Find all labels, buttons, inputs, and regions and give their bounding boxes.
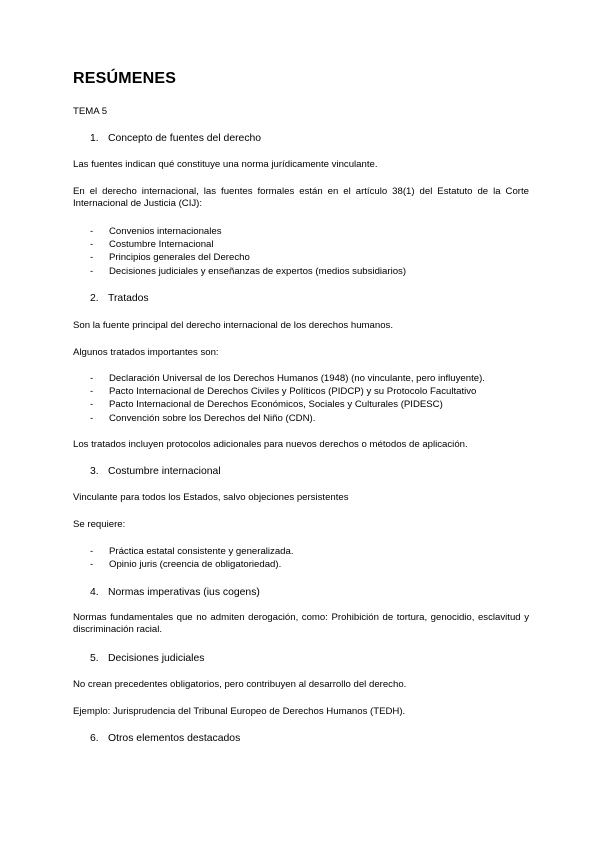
section-heading-text: Concepto de fuentes del derecho	[108, 133, 262, 144]
topic-label: TEMA 5	[73, 106, 108, 117]
bullet-dash: -	[90, 412, 94, 424]
sources-list	[90, 226, 406, 279]
section-heading-3	[90, 465, 221, 478]
section-number: 3.	[90, 466, 99, 477]
requirements-list	[90, 546, 294, 572]
bullet-dash: -	[90, 265, 94, 277]
bullet-dash: -	[90, 546, 94, 557]
list-item	[90, 546, 294, 559]
list-item-text: Convenios internacionales	[109, 226, 222, 237]
list-item	[90, 386, 485, 399]
bullet-dash: -	[90, 386, 94, 398]
list-item-text: Costumbre Internacional	[109, 239, 214, 251]
list-item-text: Decisiones judiciales y enseñanzas de expertos (medios subsidiarios)	[109, 265, 407, 277]
list-item	[90, 239, 406, 252]
section-number: 2.	[90, 293, 99, 304]
paragraph: Se requiere:	[73, 519, 126, 530]
paragraph: Los tratados incluyen protocolos adicionales para nuevos derechos o métodos de aplicación.	[73, 439, 468, 450]
document-title: RESÚMENES	[73, 70, 177, 87]
list-item-text: Convención sobre los Derechos del Niño (CDN).	[109, 412, 316, 424]
treaties-list	[90, 373, 485, 426]
section-heading-6	[90, 732, 240, 745]
list-item	[90, 559, 294, 572]
section-heading-text: Costumbre internacional	[108, 466, 221, 477]
section-number: 4.	[90, 587, 99, 598]
section-heading-text: Otros elementos destacados	[108, 733, 241, 744]
section-heading-text: Tratados	[108, 293, 149, 304]
list-item-text: Opinio juris (creencia de obligatoriedad).	[109, 559, 282, 571]
list-item-text: Práctica estatal consistente y generalizada.	[109, 546, 294, 557]
paragraph: No crean precedentes obligatorios, pero contribuyen al desarrollo del derecho.	[73, 679, 407, 690]
list-item-text: Principios generales del Derecho	[109, 252, 250, 264]
list-item-text: Pacto Internacional de Derechos Civiles y Políticos (PIDCP) y su Protocolo Facultativo	[109, 386, 477, 398]
section-heading-5	[90, 652, 204, 665]
list-item	[90, 373, 485, 386]
paragraph: Normas fundamentales que no admiten derogación, como: Prohibición de tortura, genocidio, esclavitud y discriminación racial.	[73, 612, 529, 635]
list-item	[90, 399, 485, 412]
bullet-dash: -	[90, 559, 94, 571]
paragraph: Son la fuente principal del derecho internacional de los derechos humanos.	[73, 320, 393, 331]
bullet-dash: -	[90, 399, 94, 411]
paragraph: En el derecho internacional, las fuentes formales están en el artículo 38(1) del Estatuto de la Corte Internacional de Justicia (CIJ):	[73, 186, 529, 209]
section-number: 5.	[90, 653, 99, 664]
paragraph: Algunos tratados importantes son:	[73, 347, 219, 358]
list-item	[90, 413, 485, 426]
paragraph: Vinculante para todos los Estados, salvo objeciones persistentes	[73, 492, 349, 503]
bullet-dash: -	[90, 373, 94, 384]
bullet-dash: -	[90, 239, 94, 251]
paragraph: Ejemplo: Jurisprudencia del Tribunal Europeo de Derechos Humanos (TEDH).	[73, 706, 406, 717]
section-heading-text: Normas imperativas (ius cogens)	[108, 587, 260, 598]
section-heading-4	[90, 586, 260, 599]
section-number: 1.	[90, 133, 99, 144]
section-heading-text: Decisiones judiciales	[108, 653, 205, 664]
list-item-text: Declaración Universal de los Derechos Humanos (1948) (no vinculante, pero influyente).	[109, 373, 485, 384]
paragraph: Las fuentes indican qué constituye una norma jurídicamente vinculante.	[73, 159, 378, 170]
section-number: 6.	[90, 733, 99, 744]
bullet-dash: -	[90, 252, 94, 264]
list-item	[90, 266, 406, 279]
list-item-text: Pacto Internacional de Derechos Económicos, Sociales y Culturales (PIDESC)	[109, 399, 443, 411]
list-item	[90, 252, 406, 265]
section-heading-1	[90, 132, 261, 145]
bullet-dash: -	[90, 226, 94, 237]
section-heading-2	[90, 292, 149, 305]
list-item	[90, 226, 406, 239]
